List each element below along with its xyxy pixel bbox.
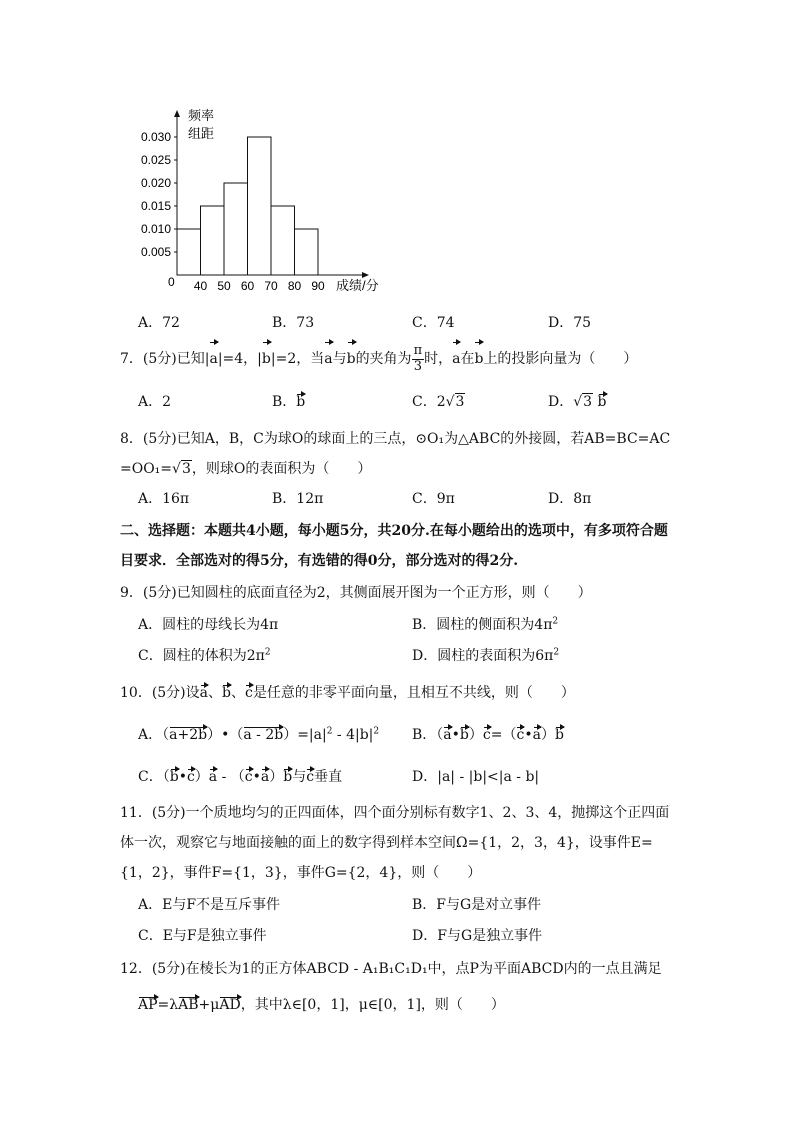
q11-option-a[interactable]: A．E与F不是互斥事件 — [138, 897, 281, 913]
q11-option-c[interactable]: C．E与F是独立事件 — [138, 928, 267, 944]
q11-stem-line3: {1，2}，事件F={1，3}，事件G={2，4}，则（ ） — [120, 865, 482, 881]
y-tick-label: 0.005 — [140, 245, 171, 259]
histogram-bar — [224, 183, 248, 275]
vector-a: a — [452, 342, 460, 376]
vector-c: c — [516, 727, 525, 743]
q11-stem-line1: 11．(5分)一个质地均匀的正四面体，四个面分别标有数字1、2、3、4，抛掷这个正四面 — [120, 805, 670, 821]
vector-b: b — [222, 685, 231, 701]
y-axis-label-bottom: 组距 — [188, 126, 215, 141]
vector-a: a — [532, 727, 541, 743]
q9-option-d[interactable]: D．圆柱的表面积为$6\pi^2$ — [412, 647, 560, 664]
vector-b: b — [474, 342, 483, 376]
q8-stem-line2: =OO₁=√3，则球O的表面积为（ ） — [120, 461, 372, 477]
origin-label: 0 — [168, 275, 175, 289]
vector-b: b — [597, 394, 607, 410]
q9-stem: 9．(5分)已知圆柱的底面直径为2，其侧面展开图为一个正方形，则（ ） — [120, 585, 592, 601]
q10-option-a[interactable]: A．（a+2b）•（a - $2b)=|a|^2 - 4|b|^2$ — [138, 726, 380, 743]
histogram-bars — [177, 137, 318, 275]
vector-b: b — [296, 394, 306, 410]
y-tick-label: 0.010 — [140, 222, 171, 236]
fraction-pi-over-3: $\frac{\pi}{3}$ — [413, 343, 423, 374]
q12-stem-line2: AP=λAB+μAD，其中λ∈[0，1]，μ∈[0，1]，则（ ） — [138, 997, 505, 1013]
vector-a: a — [324, 342, 332, 376]
q10-option-b[interactable]: B．（a•b）c=（c•a）b — [412, 727, 564, 743]
q11-option-d[interactable]: D．F与G是独立事件 — [412, 928, 543, 944]
x-axis-label: 成绩/分 — [336, 278, 379, 293]
vector-b: b — [283, 769, 293, 785]
q7-option-b[interactable]: B．b — [272, 394, 306, 410]
vector-a-minus-2b: a - 2b — [243, 727, 284, 743]
vector-a: a — [260, 769, 270, 785]
vector-b: b — [262, 342, 271, 376]
histogram-bar — [271, 206, 295, 275]
q6-option-b[interactable]: B．73 — [272, 315, 315, 331]
vector-ab: AB — [178, 997, 199, 1013]
y-axis-arrow — [174, 110, 180, 117]
q9-option-a[interactable]: A．圆柱的母线长为4π — [138, 617, 279, 633]
q11-stem-line2: 体一次，观察它与地面接触的面上的数字得到样本空间Ω={1，2，3，4}，设事件E= — [120, 835, 653, 851]
y-tick-label: 0.030 — [140, 130, 171, 144]
q12-stem-line1: 12．(5分)在棱长为1的正方体ABCD - A₁B₁C₁D₁中，点P为平面ABCD内的一点且满足 — [120, 961, 662, 977]
histogram-bar — [201, 206, 225, 275]
q8-stem-line1: 8．(5分)已知A，B，C为球O的球面上的三点，⊙O₁为△ABC的外接圆，若AB=BC=AC — [120, 431, 671, 447]
vector-a: a — [208, 769, 218, 785]
y-tick-label: 0.025 — [140, 153, 171, 167]
q9-option-b[interactable]: B．圆柱的侧面积为$4\pi^2$ — [412, 616, 559, 633]
vector-c: c — [306, 769, 315, 785]
vector-a: a — [443, 727, 452, 743]
x-tick-label: 90 — [311, 279, 325, 293]
q6-option-c[interactable]: C．74 — [412, 315, 455, 331]
x-tick-label: 60 — [240, 279, 255, 293]
x-ticks — [194, 279, 325, 293]
vector-b: b — [554, 727, 564, 743]
vector-a: a — [209, 342, 217, 376]
vector-b: b — [347, 342, 356, 376]
q10-option-c[interactable]: C．（b•c）a - （c•a）b与c垂直 — [138, 769, 343, 785]
q6-option-a[interactable]: A．72 — [138, 315, 180, 331]
vector-c: c — [244, 769, 253, 785]
q10-option-d[interactable]: D．|a| - |b|<|a - b| — [412, 769, 540, 785]
vector-a-plus-2b: a+2b — [169, 727, 208, 743]
x-tick-label: 70 — [264, 279, 278, 293]
vector-c: c — [186, 769, 195, 785]
vector-ad: AD — [219, 997, 241, 1013]
histogram-bar — [248, 137, 272, 275]
vector-ap: AP — [138, 997, 158, 1013]
histogram-bar — [177, 229, 201, 275]
section2-heading-line2: 目要求．全部选对的得5分，有选错的得0分，部分选对的得2分. — [120, 553, 519, 569]
y-ticks — [141, 130, 177, 259]
q7-stem: 7．(5分)已知|a|=4，|b|=2，当a与b的夹角为 $\frac{\pi}{3}$ 时，a在b上的投影向量为（ ） — [120, 342, 637, 376]
vector-a: a — [199, 685, 209, 701]
vector-b: b — [169, 769, 179, 785]
vector-c: c — [244, 685, 253, 701]
section2-heading-line1: 二、选择题：本题共4小题，每小题5分，共20分.在每小题给出的选项中，有多项符合题 — [120, 523, 668, 539]
q8-option-a[interactable]: A．16π — [138, 491, 190, 507]
q7-option-c[interactable]: C．2√3 — [412, 394, 465, 410]
vector-c: c — [482, 727, 491, 743]
q6-option-d[interactable]: D．75 — [548, 315, 592, 331]
q7-option-d[interactable]: D．√3 b — [548, 394, 607, 410]
y-axis-label-top: 频率 — [188, 108, 215, 123]
q10-stem: 10．(5分)设a、b、c是任意的非零平面向量，且相互不共线，则（ ） — [120, 685, 575, 701]
x-tick-label: 80 — [287, 279, 302, 293]
q8-option-c[interactable]: C．9π — [412, 491, 455, 507]
q11-option-b[interactable]: B．F与G是对立事件 — [412, 897, 542, 913]
y-tick-label: 0.015 — [140, 199, 171, 213]
q7-option-a[interactable]: A．2 — [138, 394, 172, 410]
x-tick-label: 50 — [217, 279, 231, 293]
vector-b: b — [459, 727, 469, 743]
x-tick-label: 40 — [193, 279, 208, 293]
y-tick-label: 0.020 — [140, 176, 171, 190]
frequency-histogram — [130, 100, 410, 300]
histogram-bar — [295, 229, 319, 275]
q9-option-c[interactable]: C．圆柱的体积为$2\pi^2$ — [138, 647, 271, 664]
q8-option-d[interactable]: D．8π — [548, 491, 592, 507]
q8-option-b[interactable]: B．12π — [272, 491, 324, 507]
